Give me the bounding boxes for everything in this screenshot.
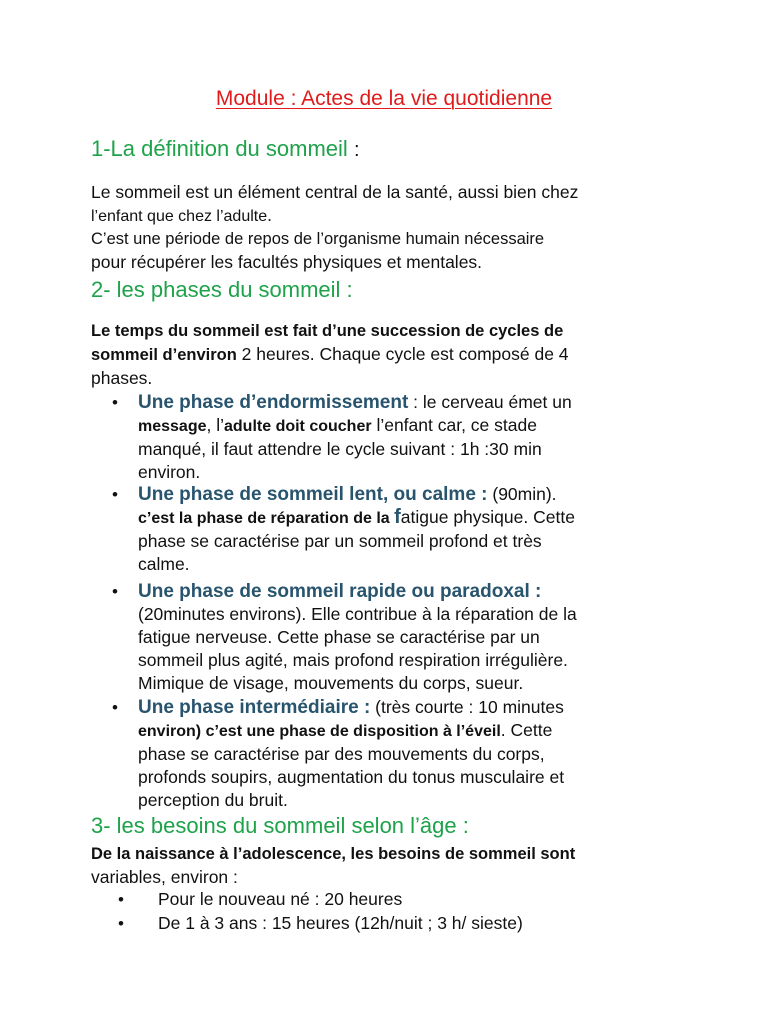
phase-1-line-3: manqué, il faut attendre le cycle suivant : 1h :30 min (138, 439, 542, 459)
phase-1-line-2 (138, 414, 678, 438)
section-2-intro-line-3: phases. (91, 368, 153, 388)
page-title-text: Module : Actes de la vie quotidienne (215, 87, 553, 110)
age-item-1-3-years: De 1 à 3 ans : 15 heures (12h/nuit ; 3 h/ sieste) (158, 913, 523, 933)
phase-item-endormissement (112, 391, 678, 484)
age-item-newborn: Pour le nouveau né : 20 heures (158, 889, 403, 909)
phase-2-line-2-rest: atigue physique. Cette (400, 507, 575, 527)
phase-item-sommeil-lent (112, 483, 678, 576)
phase-3-line-3: fatigue nerveuse. Cette phase se caractérise par un (138, 627, 540, 647)
section-3-heading: 3- les besoins du sommeil selon l’âge : (91, 813, 469, 838)
section-2-intro-line-2-bold: sommeil d’environ (91, 346, 237, 364)
section-1-line-4: pour récupérer les facultés physiques et mentales. (91, 252, 483, 272)
section-1-heading-colon: : (353, 139, 360, 161)
phase-2-line-2-bold: c’est la phase de réparation de la (138, 510, 395, 527)
section-2-intro (91, 320, 691, 390)
section-3-intro (91, 843, 691, 889)
section-1-heading (91, 136, 360, 162)
section-1-line-2 (91, 204, 691, 228)
section-1-heading-text: 1-La définition du sommeil (91, 136, 348, 161)
phase-1-adulte: adulte doit coucher (224, 418, 372, 435)
bullet-icon: • (118, 890, 124, 909)
phase-1-line-1 (138, 391, 678, 414)
phase-2-line-3: phase se caractérise par un sommeil profond et très (138, 531, 542, 551)
phase-2-big-f: f (394, 506, 401, 528)
section-1-line-2-main: l’enfant que chez l’adulte (91, 208, 268, 225)
phase-item-intermediaire (112, 696, 678, 812)
phase-4-term: Une phase intermédiaire : (138, 697, 371, 718)
phase-3-line-2: (20minutes environs). Elle contribue à la réparation de la (138, 604, 577, 624)
phase-2-term-2: , ou calme : (382, 484, 488, 505)
section-1-line-3: C’est une période de repos de l’organisme humain nécessaire (91, 230, 545, 248)
phase-2-line-2 (138, 506, 678, 530)
phase-3-line-5: Mimique de visage, mouvements du corps, sueur. (138, 673, 524, 693)
phase-1-message: message (138, 418, 207, 435)
phase-4-line-2-bold: environ) c’est une phase de disposition à l’éveil (138, 723, 501, 740)
phase-1-line-2-rest: l’enfant car, ce stade (371, 415, 537, 435)
age-list-item (118, 888, 678, 911)
phase-3-line-1 (138, 580, 678, 603)
phase-4-line-1-text: (très courte : 10 minutes (370, 697, 564, 717)
bullet-icon: • (112, 393, 118, 412)
phase-2-line-1 (138, 483, 678, 506)
phase-1-line-4: environ. (138, 462, 201, 482)
phase-3-term: Une phase de sommeil rapide ou paradoxal : (138, 581, 542, 602)
phase-4-line-4: profonds soupirs, augmentation du tonus musculaire et (138, 767, 565, 787)
section-1-line-1: Le sommeil est un élément central de la santé, aussi bien chez (91, 182, 579, 202)
section-1-line-2-end: . (267, 205, 272, 225)
phase-1-sep: , l’ (206, 415, 224, 435)
page-title (0, 87, 768, 111)
section-2-intro-line-1: Le temps du sommeil est fait d’une succession de cycles de (91, 322, 564, 340)
phase-2-line-1-text: (90min). (487, 484, 557, 504)
phase-4-line-3: phase se caractérise par des mouvements du corps, (138, 744, 545, 764)
phase-4-line-2-rest: . Cette (500, 720, 553, 740)
section-2-intro-line-2-rest: 2 heures. Chaque cycle est composé de 4 (236, 344, 569, 364)
bullet-icon: • (112, 485, 118, 504)
phase-4-line-2 (138, 719, 678, 743)
phase-3-line-4: sommeil plus agité, mais profond respiration irrégulière. (138, 650, 568, 670)
bullet-icon: • (112, 582, 118, 601)
phase-1-term: Une phase d’endormissement (138, 392, 409, 413)
age-list-item (118, 912, 678, 935)
phase-2-line-4: calme. (138, 554, 190, 574)
section-2-heading: 2- les phases du sommeil : (91, 277, 353, 302)
bullet-icon: • (112, 698, 118, 717)
section-1-body (91, 181, 691, 274)
section-2-intro-line-2 (91, 343, 691, 367)
phase-4-line-1 (138, 696, 678, 719)
phase-1-line-1-text: : le cerveau émet un (408, 392, 572, 412)
section-3-intro-line-1: De la naissance à l’adolescence, les besoins de sommeil sont (91, 845, 576, 863)
phase-item-sommeil-rapide (112, 580, 678, 695)
section-3-intro-line-2: variables, environ : (91, 867, 238, 887)
phase-4-line-5: perception du bruit. (138, 790, 288, 810)
phase-2-term: Une phase de sommeil lent (138, 484, 383, 505)
bullet-icon: • (118, 914, 124, 933)
